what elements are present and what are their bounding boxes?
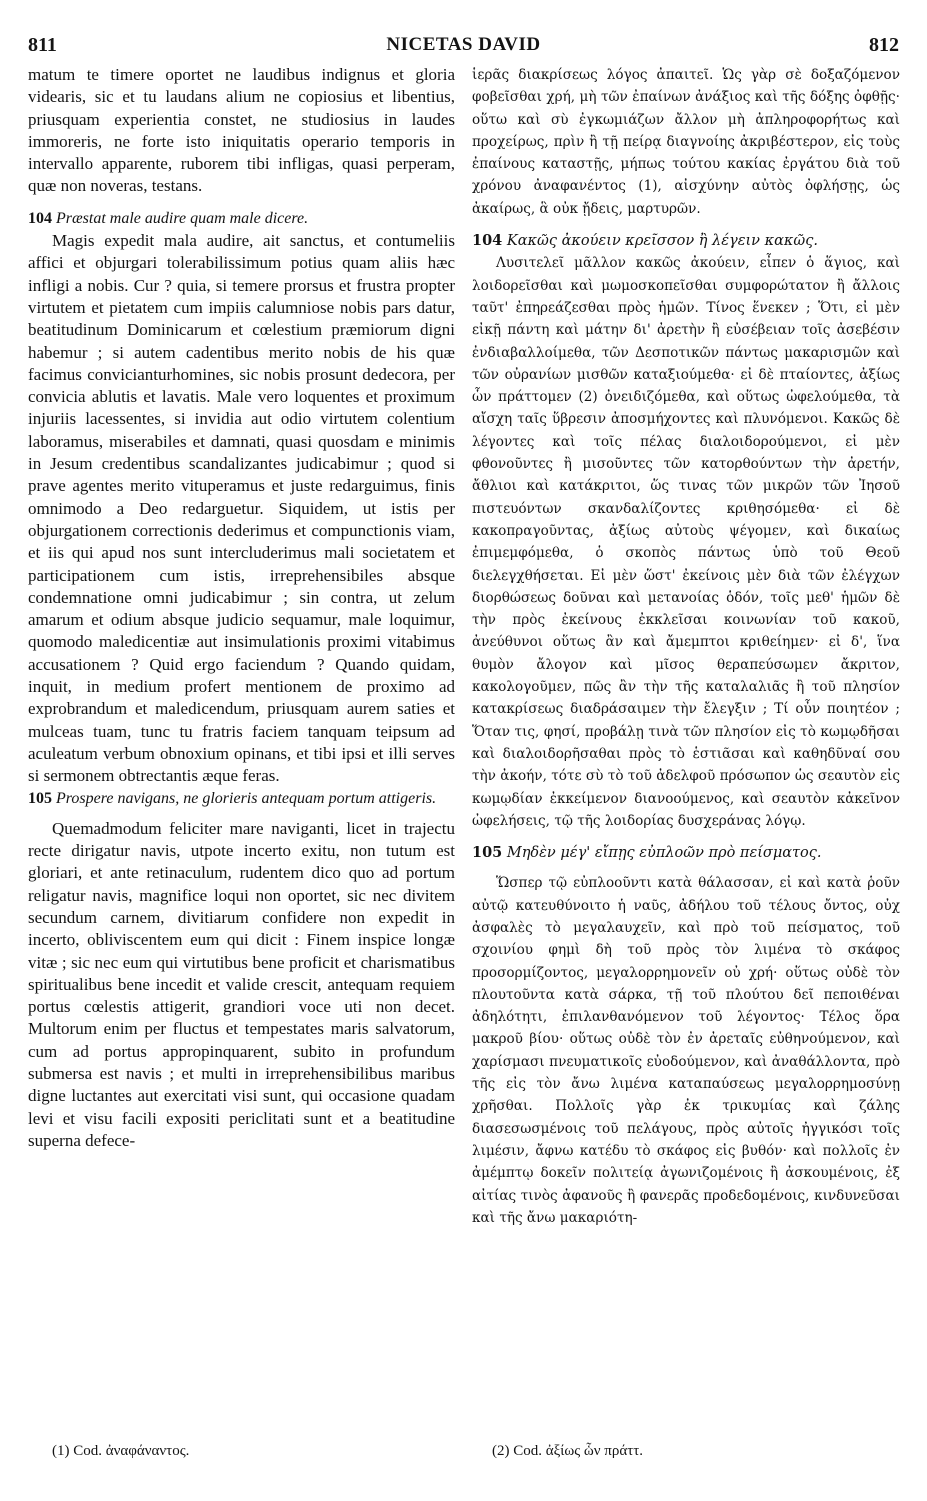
greek-heading-105 xyxy=(472,842,900,864)
greek-column xyxy=(472,64,900,1229)
running-header xyxy=(28,34,899,60)
greek-section-title-105: Μηδὲν μέγ' εἴπῃς εὐπλοῶν πρὸ πείσματος. xyxy=(506,845,822,862)
footnote-1: (1) Cod. ἀναφάναντος. xyxy=(52,1443,190,1459)
latin-paragraph-104: Magis expedit mala audire, ait sanctus, et contumeliis affici et objurgari tolerabilissimum potius quam aliis hæc infligi a nobis. Cur ? quia, si temere prorsus et frustra propter virtutem et pietatem cum impiis calumniose nobis pars datur, beatitudinum Dominicarum et cœlestium præmiorum digni habemur ; si autem cadentibus merito nobis de his quæ facimus convicianturhomines, sic nobis prosunt dedecora, per convicia ablutis et lavatis. Male vero loquentes et proximum injuriis lacessentes, si invidia aut odio virtutem colentium laboramus, miserabiles et damnati, quasi quosdam e minimis in Jesum credentibus scandalizantes judicabimur ; quod si prave agentes merito vituperamus et juste redarguimus, finis omnimodo a Deo redarguetur. Siquidem, ut istis per objurgationem correctionis dederimus et compunctionis viam, et iis qui apud nos sunt intercluderimus mali societatem et participationem cum istis, irreprehensibiles absque condemnatione omni judicabimur ; sin contra, ut zelum amarum et odium absque judicio sequamur, male loquimur, quomodo maledicentiæ aut insimulationis proximi vitabimus accusationem ? Quid ergo faciendum ? Quando quidam, inquit, in medium profert mentionem de proximo ad exprobrandum et maledicendum, priusquam aurem saties et mulceas tuam, tunc tu fratris faciem tanquam teipsum ad aculeatum verbum obnoxium opinans, et tibi ipsi et illi serves si sermonem obtrectantis æque feras. xyxy=(28,231,455,786)
page-number-right: 812 xyxy=(869,34,899,56)
page-number-left: 811 xyxy=(28,34,57,56)
greek-heading-104 xyxy=(472,230,900,252)
greek-paragraph-104: Λυσιτελεῖ μᾶλλον κακῶς ἀκούειν, εἶπεν ὁ ἅγιος, καὶ λοιδορεῖσθαι καὶ μωμοσκοπεῖσθαι συμφορώτατον ἢ ἄλλοις ταῦτ' ἐπηρεάζεσθαι πρὸς ἡμῶν. Τίνος ἕνεκεν ; Ὅτι, εἰ μὲν εἰκῇ πάντη καὶ μάτην δι' ἀρετὴν ἢ εὐσέβειαν τοῖς ἀσεβέσιν ἐνδιαβαλλοίμεθα, τῶν Δεσποτικῶν πάντως μακαρισμῶν καὶ τῶν οὐρανίων μισθῶν καταξιούμεθα· εἰ δὲ πταίοντες, ἀξίως ὧν πράττομεν (2) ὀνειδιζόμεθα, καὶ οὕτως ὠφελούμεθα, τὰ αἴσχη ταῖς ὕβρεσιν ἀποσμήχοντες καὶ πλυνόμενοι. Κακῶς δὲ λέγοντες καὶ τοῖς πέλας διαλοιδορούμενοι, εἰ μὲν φθονοῦντες ἢ μισοῦντες τῶν κατορθούντων τὴν ἀρετήν, ἄθλιοι καὶ κατάκριτοι, ὥς τινας τῶν μικρῶν τῶν Ἰησοῦ πιστευόντων σκανδαλίζοντες κριθησόμεθα· εἰ δὲ κακοπραγοῦντας, ἀξίως αὐτοὺς ψέγομεν, καὶ δικαίως ἐπιμεμφόμεθα, ὁ σκοπὸς πάντως ὑπὸ τοῦ Θεοῦ διελεγχθήσεται. Εἰ μὲν ὥστ' ἐκείνοις μὲν διὰ τῶν ἐλέγχων διορθώσεως δοῦναι καὶ μετανοίας ὁδόν, τοῖς μεθ' ἡμῶν δὲ τὴν πρὸς ἐκείνους ἐκκλεῖσαι κοινωνίαν τοῦ κακοῦ, ἀνεύθυνοι οὕτως ἂν καὶ ἄμεμπτοι κριθείημεν· εἰ δ', ἵνα θυμὸν ἄλογον καὶ μῖσος θεραπεύσωμεν ἄκριτον, κακολογοῦμεν, πῶς ἂν τὴν τῆς καταλαλιᾶς ἢ τοῦ πλησίον κατακρίσεως διαδράσαιμεν τὴν ἔλεγξιν ; Τί οὖν ποιητέον ; Ὅταν τις, φησί, προβάλῃ τινὰ τῶν πλησίον εἰς τὸ κωμῳδῆσαι καὶ διαλοιδορῆσαθαι πρὸς τὸ ἑστιᾶσαι καὶ καθηδῦναί σου τὴν ἀκοήν, τότε σὺ τὸ τοῦ ἀδελφοῦ πρόσωπον ὡς σεαυτὸν εἰς κωμῳδίαν ἐκκείμενον διανοούμενος, καὶ σεαυτὸν κἀκεῖνον ὠφελήσεις, τῷ τῆς λοιδορίας δυσχεράνας λόγῳ. xyxy=(472,255,900,829)
greek-section-title-104: Κακῶς ἀκούειν κρεῖσσον ἢ λέγειν κακῶς. xyxy=(506,233,818,250)
running-title: NICETAS DAVID xyxy=(386,34,541,55)
greek-paragraph-105: Ὥσπερ τῷ εὐπλοοῦντι κατὰ θάλασσαν, εἰ καὶ κατὰ ῥοῦν αὐτῷ κατευθύνοιτο ἡ ναῦς, ἀδήλου τοῦ τέλους ὄντος, οὐχ ἀσφαλὲς τὸ μεγαλαυχεῖν, καὶ πρὸ τοῦ πείσματος, τοῦ σχοινίου φημὶ δὴ τοῦ πρὸς τὸν λιμένα τὸ σκάφος προσορμίζοντος, μεγαλορρημονεῖν οὐ χρή· οὕτως οὐδὲ τὸν πλουτοῦντα κατὰ σάρκα, τῇ τοῦ πλούτου δεῖ πεποιθέναι ἀδηλότητι, ἐπιλανθανόμενον τοῦ λέγοντος· Τέλος ὅρα μακροῦ βίου· οὕτως οὐδὲ τὸν ἐν ἀρεταῖς εὐθηνούμενον, καὶ χαρίσμασι πνευματικοῖς εὐοδούμενον, καὶ ἀναθάλλοντα, πρὸ τῆς εἰς τὸν ἄνω λιμένα καταπαύσεως μεγαλορρημοσύνῃ χρῆσθαι. Πολλοῖς γὰρ ἐκ τρικυμίας καὶ ζάλης διασεσωσμένοις τοῦ πελάγους, πρὸς αὐτοῖς ἠγγικόσι τοῖς λιμέσιν, ἄφνω κατέδυ τὸ σκάφος εἰς βυθόν· καὶ πολλοῖς ἐν ἀμέμπτῳ δοκεῖν πολιτείᾳ ἀγωνιζομένοις ἢ ἀσκουμένοις, ἐξ αἰτίας τινὸς ἀφανοῦς ἢ φανερᾶς προδεδομένοις, κινδυνεῦσαι καὶ τῆς ἄνω μακαριότη- xyxy=(472,875,900,1226)
footnote-2: (2) Cod. ἀξίως ὧν πράττ. xyxy=(492,1443,644,1459)
greek-section-number-105: 105 xyxy=(472,844,503,862)
latin-heading-105 xyxy=(28,788,455,810)
latin-intro-paragraph: matum te timere oportet ne laudibus indignus et gloria videaris, sic et tu laudans alium ne copiosius et libentius, priusquam experientia constet, ne studiosius in laudes immoreris, ne forte isto iniquitatis operario temporis in intervallo apparente, ruborem tibi infligas, quasi perperam, quæ non noveras, testans. xyxy=(28,65,455,196)
latin-column xyxy=(28,64,455,1152)
greek-section-number-104: 104 xyxy=(472,232,503,250)
greek-intro-paragraph: ἱερᾶς διακρίσεως λόγος ἀπαιτεῖ. Ὡς γὰρ σὲ δοξαζόμενον φοβεῖσθαι χρή, μὴ τῶν ἐπαίνων ἀνάξιος καὶ τῆς δόξης ὀφθῇς· οὕτω καὶ σὺ ἐγκωμιάζων ἄλλον μὴ ἀπληροφορήτως καὶ προχείρως, πρὶν ἢ τῇ πείρᾳ διαγνοίης ἀκριβέστερον, εἰς τοὺς ἐπαίνους καταστῇς, μήπως τούτου κακίας ἐργάτου διὰ τοῦ χρόνου ἀναφανέντος (1), αἰσχύνην αὐτὸς ὀφλήσῃς, ὡς ἀκαίρως, ἃ οὐκ ᾔδεις, μαρτυρῶν. xyxy=(472,67,900,217)
latin-heading-104 xyxy=(28,208,455,230)
latin-section-number-105: 105 xyxy=(28,789,52,807)
latin-paragraph-105: Quemadmodum feliciter mare naviganti, licet in trajectu recte dirigatur navis, utpote incerto exitu, non tutum est gloriari, et ante retinaculum, rudentem dico quo ad portum religatur navis, magnifice loqui non oportet, sic nec divitem secundum carnem, divitiarum confidere non expedit in incerto, obliviscentem eum qui dicit : Finem inspice longæ vitæ ; sic nec eum qui virtutibus bene proficit et charismatibus spiritualibus bene incedit et valide crescit, antequam requiem portus cœlestis attigerit, grandiori voce uti non decet. Multorum enim per fluctus et tempestates maris salvatorum, cum ad portus appropinquarent, subito in profundum submersa est navis ; et multi in irreprehensibilibus maribus digne luctantes aut exercitati visi sunt, qui occasione quadam levi et visu facili expositi periclitati sunt et a beatitudine superna defece- xyxy=(28,818,455,1150)
latin-section-number-104: 104 xyxy=(28,209,52,227)
latin-section-title-104: Præstat male audire quam male dicere. xyxy=(56,209,309,227)
latin-section-title-105: Prospere navigans, ne glorieris antequam portum attigeris. xyxy=(56,789,437,807)
